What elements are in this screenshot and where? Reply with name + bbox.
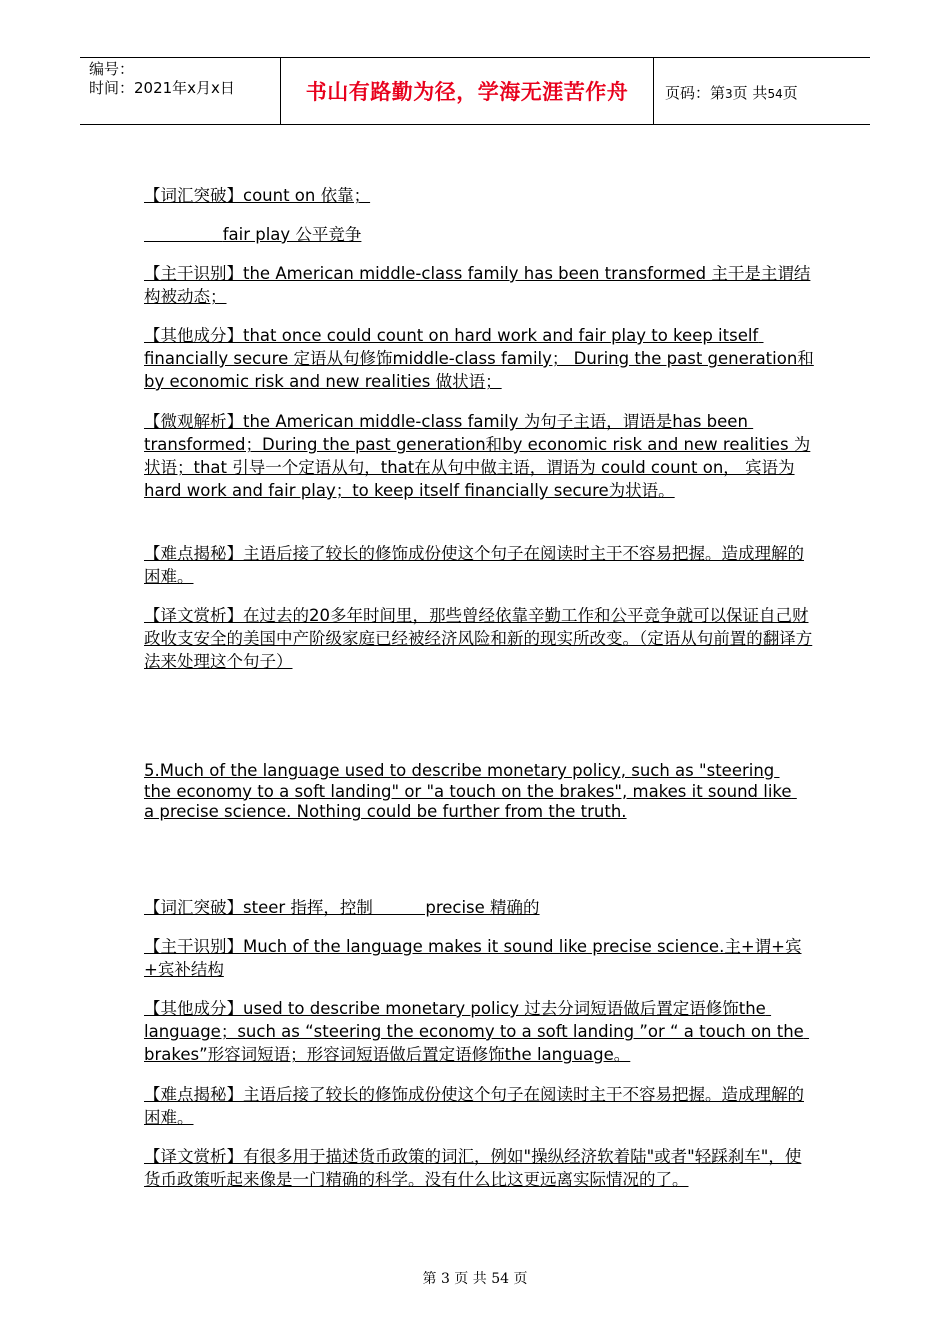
translation-note: 【译文赏析】在过去的20多年时间里，那些曾经依靠辛勤工作和公平竞争就可以保证自己财政收支安全的美国中产阶级家庭已经被经济风险和新的现实所改变。（定语从句前置的翻译方法来处理这个句子） xyxy=(144,606,813,671)
main-clause-note: 【主干识别】the American middle-class family has been transformed 主干是主谓结构被动态； xyxy=(144,264,811,306)
page-footer: 第 3 页 共 54 页 xyxy=(422,1271,528,1287)
header-motto: 书山有路勤为径，学海无涯苦作舟 xyxy=(280,57,654,125)
page-prefix: 页码：第 xyxy=(665,84,726,102)
header-meta xyxy=(89,60,235,98)
main-clause-note-5: 【主干识别】Much of the language makes it sound like precise science.主+谓+宾+宾补结构 xyxy=(144,937,802,979)
difficulty-note: 【难点揭秘】主语后接了较长的修饰成份使这个句子在阅读时主干不容易把握。造成理解的困难。 xyxy=(144,544,804,586)
page-current: 3 xyxy=(725,87,733,101)
page-suffix: 页 xyxy=(782,84,798,102)
vocab-note-2: fair play 公平竞争 xyxy=(144,225,362,244)
page-header xyxy=(80,57,870,125)
vocab-note-1: 【词汇突破】count on 依靠； xyxy=(144,186,371,205)
date-label: 时间：2021年x月x日 xyxy=(89,79,235,97)
other-elements-note: 【其他成分】that once could count on hard work and fair play to keep itself financially secure 定语从句修饰middle-class family； During the past generation和by economic risk and new realities 做状语； xyxy=(144,326,814,391)
page-total: 54 xyxy=(767,87,783,101)
header-page-number xyxy=(665,82,798,103)
translation-note-5: 【译文赏析】有很多用于描述货币政策的词汇，例如"操纵经济软着陆"或者"轻踩刹车"，使货币政策听起来像是一门精确的科学。没有什么比这更远离实际情况的了。 xyxy=(144,1147,802,1189)
page-mid: 页 共 xyxy=(732,84,768,102)
other-elements-note-5: 【其他成分】used to describe monetary policy 过去分词短语做后置定语修饰the language；such as “steering the economy to a soft landing ”or “ a touch on the brakes”形容词短语；形容词短语做后置定语修饰the language。 xyxy=(144,999,810,1064)
difficulty-note-5: 【难点揭秘】主语后接了较长的修饰成份使这个句子在阅读时主干不容易把握。造成理解的困难。 xyxy=(144,1085,804,1127)
vocab-note-5: 【词汇突破】steer 指挥，控制 precise 精确的 xyxy=(144,898,540,917)
serial-label: 编号： xyxy=(89,60,135,78)
sentence-5: 5.Much of the language used to describe monetary policy, such as "steering the economy to a soft landing" or "a touch on the brakes", makes it sound like a precise science. Nothing could be further from the truth. xyxy=(144,761,797,821)
micro-analysis-note: 【微观解析】the American middle-class family 为句子主语，谓语是has been transformed；During the past generation和by economic risk and new realities 为状语；that 引导一个定语从句，that在从句中做主语，谓语为 could count on， 宾语为hard work and fair play；to keep itself financially secure为状语。 xyxy=(144,412,811,500)
